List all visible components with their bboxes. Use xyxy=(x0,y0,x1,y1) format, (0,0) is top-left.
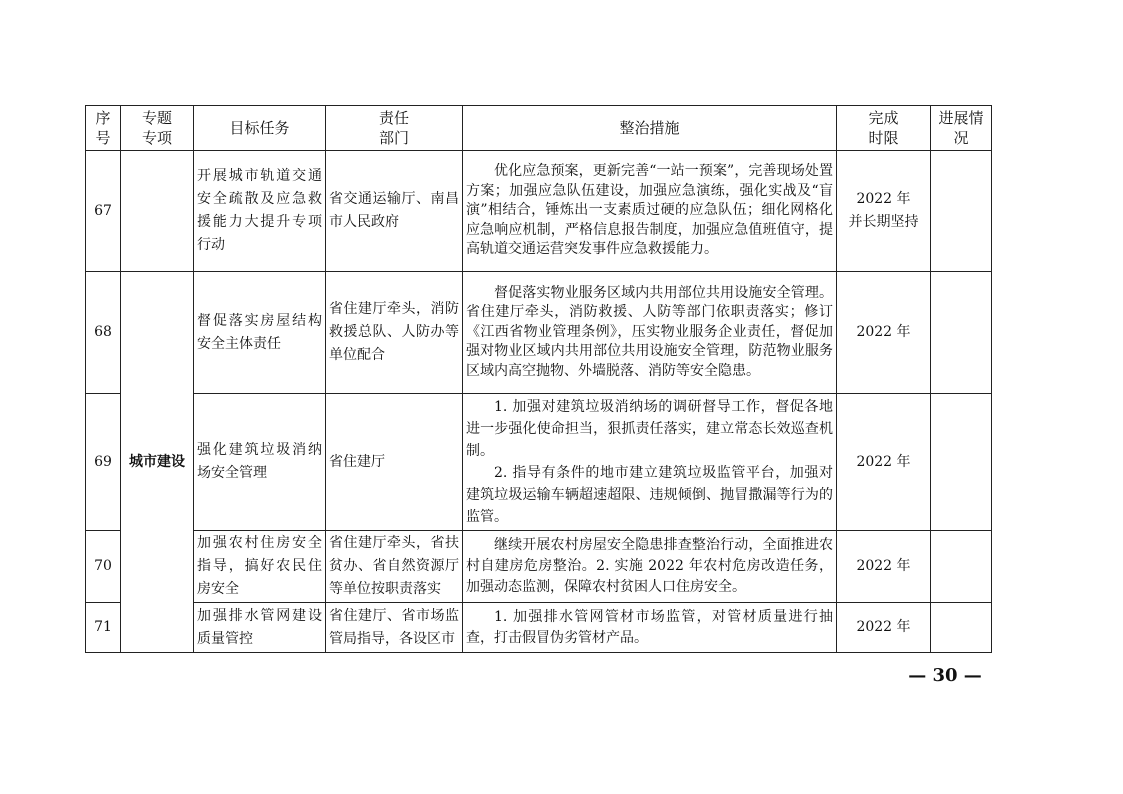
row-measures xyxy=(463,603,837,653)
row-measures xyxy=(463,531,837,603)
row-progress xyxy=(931,394,992,531)
row-task: 加强农村住房安全指导，搞好农民住房安全 xyxy=(194,531,326,603)
header-dept xyxy=(326,106,463,151)
row-dept: 省住建厅牵头，省扶贫办、省自然资源厅等单位按职责落实 xyxy=(326,531,463,603)
header-measures: 整治措施 xyxy=(463,106,837,151)
header-no: 序号 xyxy=(86,106,121,151)
row-topic-empty xyxy=(121,151,194,272)
table-header-row xyxy=(86,106,992,151)
measure-text: 1. 加强排水管网管材市场监管，对管材质量进行抽查，打击假冒伪劣管材产品。 xyxy=(466,608,833,646)
row-dept: 省住建厅 xyxy=(326,394,463,531)
table-row xyxy=(86,394,992,531)
row-deadline xyxy=(837,151,931,272)
category-cell: 城市建设 xyxy=(121,272,194,653)
row-deadline: 2022 年 xyxy=(837,603,931,653)
row-dept: 省交通运输厅、南昌市人民政府 xyxy=(326,151,463,272)
row-task: 开展城市轨道交通安全疏散及应急救援能力大提升专项行动 xyxy=(194,151,326,272)
table-row xyxy=(86,531,992,603)
row-task: 加强排水管网建设质量管控 xyxy=(194,603,326,653)
measure-text: 继续开展农村房屋安全隐患排查整治行动，全面推进农村自建房危房整治。2. 实施 2022 年农村危房改造任务，加强动态监测，保障农村贫困人口住房安全。 xyxy=(466,537,833,595)
deadline-text: 2022 年 并长期坚持 xyxy=(848,191,919,230)
row-task: 督促落实房屋结构安全主体责任 xyxy=(194,272,326,394)
header-topic xyxy=(121,106,194,151)
row-measures xyxy=(463,151,837,272)
row-progress xyxy=(931,531,992,603)
measure-text: 1. 加强对建筑垃圾消纳场的调研督导工作，督促各地进一步强化使命担当，狠抓责任落实，建立常态长效巡查机制。 xyxy=(466,399,833,459)
header-deadline xyxy=(837,106,931,151)
header-deadline-text: 完成 时限 xyxy=(868,109,899,147)
row-no: 69 xyxy=(86,394,121,531)
measure-text: 2. 指导有条件的地市建立建筑垃圾监管平台，加强对建筑垃圾运输车辆超速超限、违规倾倒、抛冒撒漏等行为的监管。 xyxy=(466,465,833,525)
row-no: 71 xyxy=(86,603,121,653)
page-number: — 30 — xyxy=(908,665,982,686)
row-no: 70 xyxy=(86,531,121,603)
measure-text: 优化应急预案，更新完善“一站一预案”，完善现场处置方案；加强应急队伍建设，加强应急演练，强化实战及“盲演”相结合，锤炼出一支素质过硬的应急队伍；细化网格化应急响应机制，严格信息报告制度，加强应急值班值守，提高轨道交通运营突发事件应急救援能力。 xyxy=(466,163,833,258)
row-progress xyxy=(931,272,992,394)
row-dept: 省住建厅牵头，消防救援总队、人防办等单位配合 xyxy=(326,272,463,394)
row-deadline: 2022 年 xyxy=(837,394,931,531)
rectification-table xyxy=(85,105,992,653)
header-dept-text: 责任 部门 xyxy=(378,109,409,147)
row-task: 强化建筑垃圾消纳场安全管理 xyxy=(194,394,326,531)
row-dept: 省住建厅、省市场监管局指导，各设区市 xyxy=(326,603,463,653)
row-deadline: 2022 年 xyxy=(837,272,931,394)
row-measures xyxy=(463,394,837,531)
row-progress xyxy=(931,603,992,653)
row-progress xyxy=(931,151,992,272)
table-row xyxy=(86,151,992,272)
table-row xyxy=(86,603,992,653)
table-row xyxy=(86,272,992,394)
measure-text: 督促落实物业服务区域内共用部位共用设施安全管理。省住建厅牵头，消防救援、人防等部门依职责落实；修订《江西省物业管理条例》，压实物业服务企业责任，督促加强对物业区域内共用部位共用设施安全管理，防范物业服务区域内高空抛物、外墙脱落、消防等安全隐患。 xyxy=(466,284,833,379)
row-no: 68 xyxy=(86,272,121,394)
header-progress: 进展情况 xyxy=(931,106,992,151)
row-measures xyxy=(463,272,837,394)
header-topic-text: 专题 专项 xyxy=(141,109,172,147)
header-task: 目标任务 xyxy=(194,106,326,151)
row-deadline: 2022 年 xyxy=(837,531,931,603)
row-no: 67 xyxy=(86,151,121,272)
